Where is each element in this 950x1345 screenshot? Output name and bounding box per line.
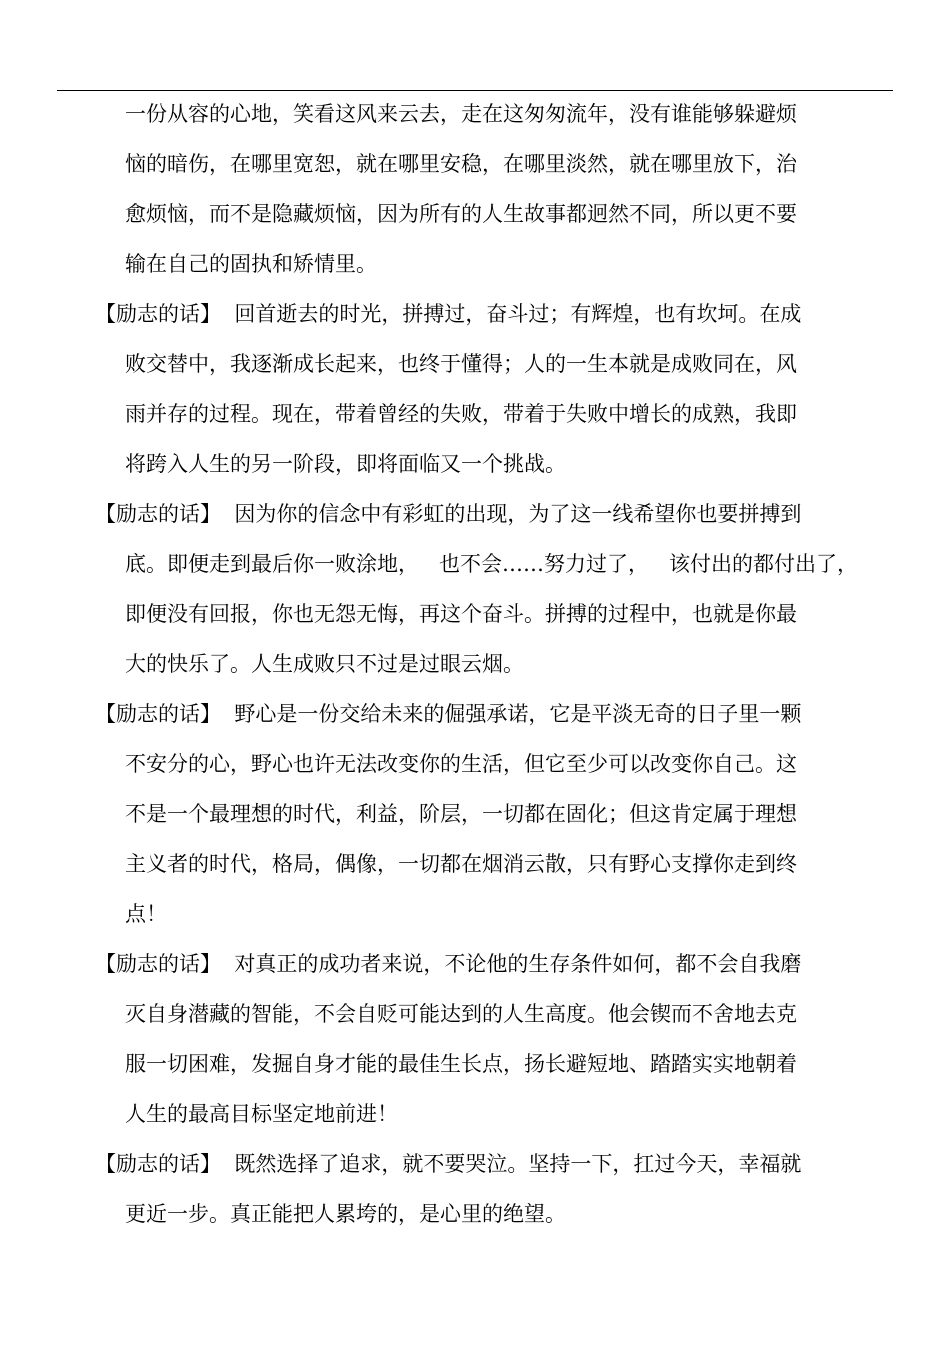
text-line: 灭自身潜藏的智能，不会自贬可能达到的人生高度。他会锲而不舍地去克: [125, 1002, 797, 1026]
text-line: 点！: [125, 902, 167, 926]
text-line: 愈烦恼，而不是隐藏烦恼，因为所有的人生故事都迥然不同，所以更不要: [125, 202, 797, 226]
paragraph-first-line: 【励志的话】 既然选择了追求，就不要哭泣。坚持一下，扛过今天，幸福就: [95, 1152, 802, 1176]
paragraph-first-line: 【励志的话】 对真正的成功者来说，不论他的生存条件如何，都不会自我磨: [95, 952, 802, 976]
text-line: 服一切困难，发掘自身才能的最佳生长点，扬长避短地、踏踏实实地朝着: [125, 1052, 797, 1076]
paragraph-first-line: 【励志的话】 回首逝去的时光，拼搏过，奋斗过；有辉煌，也有坎坷。在成: [95, 302, 802, 326]
text-line: 将跨入人生的另一阶段，即将面临又一个挑战。: [125, 452, 566, 476]
text-line: 底。即便走到最后你一败涂地， 也不会……努力过了， 该付出的都付出了，: [125, 552, 859, 576]
text-line: 即便没有回报，你也无怨无悔，再这个奋斗。拼搏的过程中，也就是你最: [125, 602, 797, 626]
paragraph-first-line: 【励志的话】 野心是一份交给未来的倔强承诺，它是平淡无奇的日子里一颗: [95, 702, 802, 726]
text-line: 败交替中，我逐渐成长起来，也终于懂得；人的一生本就是成败同在，风: [125, 352, 797, 376]
text-line: 大的快乐了。人生成败只不过是过眼云烟。: [125, 652, 524, 676]
text-line: 输在自己的固执和矫情里。: [125, 252, 377, 276]
text-line: 更近一步。真正能把人累垮的，是心里的绝望。: [125, 1202, 566, 1226]
text-line: 雨并存的过程。现在，带着曾经的失败，带着于失败中增长的成熟，我即: [125, 402, 797, 426]
text-line: 不是一个最理想的时代，利益，阶层，一切都在固化；但这肯定属于理想: [125, 802, 797, 826]
paragraph-first-line: 【励志的话】 因为你的信念中有彩虹的出现，为了这一线希望你也要拼搏到: [95, 502, 802, 526]
text-line: 主义者的时代，格局，偶像，一切都在烟消云散，只有野心支撑你走到终: [125, 852, 797, 876]
text-line: 恼的暗伤，在哪里宽恕，就在哪里安稳，在哪里淡然，就在哪里放下，治: [125, 152, 797, 176]
text-line: 不安分的心，野心也许无法改变你的生活，但它至少可以改变你自己。这: [125, 752, 797, 776]
text-line: 人生的最高目标坚定地前进！: [125, 1102, 398, 1126]
header-rule: [57, 90, 893, 91]
text-line: 一份从容的心地，笑看这风来云去，走在这匆匆流年，没有谁能够躲避烦: [125, 102, 797, 126]
